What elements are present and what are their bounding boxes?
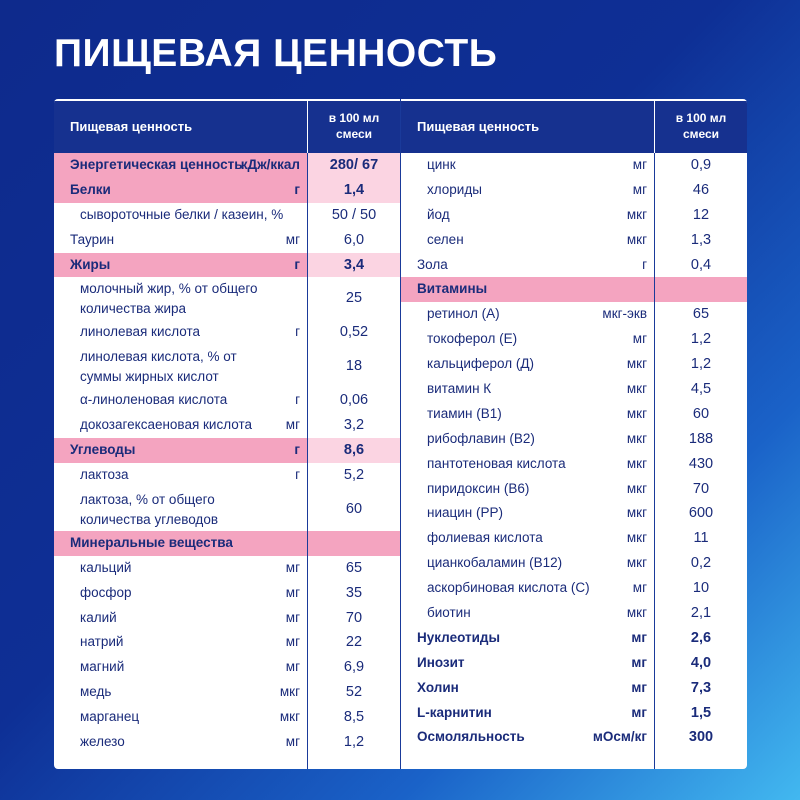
- table-row: [54, 606, 400, 631]
- row-value: 4,5: [690, 381, 712, 398]
- row-value: 6,9: [343, 659, 365, 676]
- table-row: [54, 488, 400, 531]
- row-value: 1,2: [690, 331, 712, 348]
- table-row: [401, 153, 747, 178]
- row-name: хлориды: [427, 181, 482, 197]
- row-name: ниацин (РР): [427, 505, 503, 521]
- row-value: 1,4: [343, 181, 365, 198]
- row-value: 430: [688, 455, 714, 472]
- row-name: Нуклеотиды: [417, 629, 501, 645]
- row-unit: г: [295, 392, 300, 408]
- row-value: 65: [692, 306, 710, 323]
- row-unit: мг: [285, 659, 300, 675]
- row-unit: мкг: [279, 709, 300, 725]
- row-value: 8,5: [343, 709, 365, 726]
- row-name: докозагексаеновая кислота: [80, 417, 252, 433]
- table-row: [54, 203, 400, 228]
- row-unit: г: [295, 324, 300, 340]
- row-unit: мкг: [626, 231, 647, 247]
- table-row: [54, 463, 400, 488]
- row-value: 7,3: [690, 679, 712, 696]
- row-value: 300: [688, 729, 714, 746]
- table-row: [401, 178, 747, 203]
- row-unit: г: [295, 467, 300, 483]
- row-value: 280/ 67: [329, 157, 379, 173]
- table-row: [54, 730, 400, 755]
- row-name: ретинол (А): [427, 306, 500, 322]
- row-name: железо: [80, 734, 125, 750]
- row-name: Таурин: [70, 231, 115, 247]
- table-row: [401, 377, 747, 402]
- row-unit: мг: [285, 734, 300, 750]
- nutrition-table: [54, 99, 747, 769]
- row-value: 65: [345, 559, 363, 576]
- table-row: [401, 701, 747, 726]
- table-row: [54, 438, 400, 463]
- table-row: [54, 320, 400, 345]
- table-row: [54, 277, 400, 320]
- table-row: [401, 402, 747, 427]
- row-value: 600: [688, 505, 714, 522]
- row-name: цианкобаламин (В12): [427, 555, 563, 571]
- row-name: кальциферол (Д): [427, 356, 534, 372]
- row-name: Минеральные вещества: [70, 534, 233, 550]
- row-unit: мг: [285, 609, 300, 625]
- row-unit: мг: [631, 654, 647, 670]
- table-row: [401, 277, 747, 302]
- row-unit: мкг: [626, 206, 647, 222]
- table-row: [401, 452, 747, 477]
- row-name: калий: [80, 609, 117, 625]
- row-name: лактоза: [80, 467, 129, 483]
- table-row: [54, 253, 400, 278]
- table-row: [401, 253, 747, 278]
- row-value: 188: [688, 430, 714, 447]
- row-name: Витамины: [417, 281, 488, 297]
- row-name: Зола: [417, 256, 448, 272]
- table-row: [401, 427, 747, 452]
- row-value: 2,1: [690, 605, 712, 622]
- row-value: 0,06: [339, 392, 369, 409]
- table-header-right: [401, 99, 747, 153]
- row-unit: мг: [285, 417, 300, 433]
- row-name: магний: [80, 659, 125, 675]
- row-unit: мг: [285, 231, 300, 247]
- row-unit: кДж/ккал: [240, 157, 300, 172]
- row-value: 70: [345, 609, 363, 626]
- row-value: 0,9: [690, 157, 712, 173]
- row-name: рибофлавин (В2): [427, 430, 535, 446]
- row-unit: г: [294, 256, 300, 272]
- row-value: 25: [345, 290, 363, 307]
- row-unit: мкг: [626, 430, 647, 446]
- table-row: [401, 725, 747, 750]
- row-name: витамин К: [427, 381, 492, 397]
- table-header-left: [54, 99, 400, 153]
- row-value: 50 / 50: [331, 206, 377, 223]
- row-unit: г: [294, 181, 300, 197]
- row-name: α-линоленовая кислота: [80, 392, 228, 408]
- row-value: 3,4: [343, 256, 365, 273]
- table-row: [54, 680, 400, 705]
- row-unit: мкг: [626, 555, 647, 571]
- row-value: 4,0: [690, 654, 712, 671]
- row-name: лактоза, % от общего количества углеводов: [80, 491, 218, 527]
- row-value: 10: [692, 580, 710, 597]
- row-name: Осмоляльность: [417, 729, 525, 745]
- table-row: [54, 345, 400, 388]
- row-unit: мкг: [626, 381, 647, 397]
- row-name: кальций: [80, 559, 132, 575]
- table-row: [401, 327, 747, 352]
- table-row: [54, 388, 400, 413]
- row-unit: мкг: [626, 530, 647, 546]
- row-name: тиамин (В1): [427, 405, 502, 421]
- row-value: 35: [345, 584, 363, 601]
- row-value: 60: [345, 500, 363, 517]
- row-value: 70: [692, 480, 710, 497]
- header-label: Пищевая ценность: [417, 119, 540, 134]
- row-unit: мОсм/кг: [592, 729, 647, 745]
- row-name: пантотеновая кислота: [427, 455, 566, 471]
- row-name: фосфор: [80, 584, 132, 600]
- row-name: линолевая кислота, % от суммы жирных кислот: [80, 349, 237, 385]
- row-unit: мг: [631, 629, 647, 645]
- table-row: [54, 413, 400, 438]
- row-value: 12: [692, 206, 710, 223]
- table-row: [401, 203, 747, 228]
- table-row: [54, 178, 400, 203]
- table-row: [54, 228, 400, 253]
- table-row: [401, 676, 747, 701]
- row-value: 52: [345, 684, 363, 701]
- row-name: молочный жир, % от общего количества жира: [80, 281, 258, 317]
- row-value: 5,2: [343, 467, 365, 484]
- row-unit: мкг: [626, 405, 647, 421]
- row-unit: мг: [632, 331, 647, 347]
- row-unit: мкг-экв: [602, 306, 647, 322]
- table-row: [54, 630, 400, 655]
- row-value: 11: [693, 530, 709, 547]
- row-name: Белки: [70, 181, 111, 197]
- row-value: 2,6: [690, 629, 712, 646]
- row-unit: мг: [285, 584, 300, 600]
- header-label: Пищевая ценность: [70, 119, 193, 134]
- row-value: 18: [345, 358, 363, 375]
- row-value: 1,3: [690, 231, 712, 248]
- table-row: [54, 531, 400, 556]
- row-unit: мг: [632, 580, 647, 596]
- header-per-100ml: в 100 мл смеси: [675, 111, 727, 141]
- row-unit: мг: [631, 704, 647, 720]
- row-name: Углеводы: [70, 442, 136, 458]
- row-value: 1,5: [690, 704, 712, 721]
- row-name: йод: [427, 206, 450, 222]
- row-name: Инозит: [417, 654, 465, 670]
- table-row: [54, 556, 400, 581]
- rows-right: [401, 153, 747, 750]
- table-row: [401, 551, 747, 576]
- row-unit: г: [294, 442, 300, 458]
- row-value: 1,2: [690, 356, 712, 373]
- table-row: [401, 228, 747, 253]
- row-unit: мкг: [626, 455, 647, 471]
- row-value: 0,52: [339, 324, 369, 341]
- row-unit: мкг: [279, 684, 300, 700]
- row-unit: мкг: [626, 505, 647, 521]
- table-row: [54, 705, 400, 730]
- row-unit: мг: [632, 157, 647, 172]
- row-name: фолиевая кислота: [427, 530, 543, 546]
- row-name: цинк: [427, 157, 456, 172]
- table-row: [401, 352, 747, 377]
- row-unit: мкг: [626, 356, 647, 372]
- table-row: [401, 651, 747, 676]
- row-name: Энергетическая ценность: [70, 157, 243, 172]
- table-row: [54, 581, 400, 606]
- row-name: токоферол (Е): [427, 331, 518, 347]
- row-value: 0,4: [690, 256, 712, 273]
- row-value: 60: [692, 405, 710, 422]
- row-value: 46: [692, 181, 710, 198]
- row-name: медь: [80, 684, 112, 700]
- row-value: 0,2: [690, 555, 712, 572]
- row-unit: мкг: [626, 480, 647, 496]
- row-name: биотин: [427, 605, 471, 621]
- page-title: ПИЩЕВАЯ ЦЕННОСТЬ: [54, 32, 498, 75]
- header-per-100ml: в 100 мл смеси: [328, 111, 380, 141]
- row-value: 6,0: [343, 231, 365, 248]
- row-name: линолевая кислота: [80, 324, 201, 340]
- row-unit: мг: [631, 679, 647, 695]
- row-name: селен: [427, 231, 464, 247]
- table-row: [401, 601, 747, 626]
- row-name: Холин: [417, 679, 459, 695]
- nutrition-table-left: [54, 99, 400, 769]
- row-name: L-карнитин: [417, 704, 492, 720]
- table-row: [401, 302, 747, 327]
- table-row: [54, 153, 400, 178]
- value-column-divider: [307, 153, 308, 769]
- table-row: [401, 501, 747, 526]
- row-name: натрий: [80, 634, 124, 650]
- row-unit: мг: [632, 181, 647, 197]
- row-value: 22: [345, 634, 363, 651]
- value-column-divider: [654, 153, 655, 769]
- row-value: 3,2: [343, 417, 365, 434]
- row-name: сывороточные белки / казеин, %: [80, 206, 284, 222]
- table-row: [401, 576, 747, 601]
- table-row: [401, 477, 747, 502]
- row-name: Жиры: [70, 256, 111, 272]
- row-value: 1,2: [343, 734, 365, 751]
- nutrition-table-right: [401, 99, 747, 769]
- row-value: 8,6: [343, 442, 365, 459]
- row-name: аскорбиновая кислота (С): [427, 580, 590, 596]
- table-row: [54, 655, 400, 680]
- table-row: [401, 626, 747, 651]
- row-name: пиридоксин (В6): [427, 480, 530, 496]
- table-row: [401, 526, 747, 551]
- row-unit: г: [642, 256, 647, 272]
- rows-left: [54, 153, 400, 755]
- row-unit: мг: [285, 634, 300, 650]
- row-unit: мг: [285, 559, 300, 575]
- row-unit: мкг: [626, 605, 647, 621]
- row-name: марганец: [80, 709, 140, 725]
